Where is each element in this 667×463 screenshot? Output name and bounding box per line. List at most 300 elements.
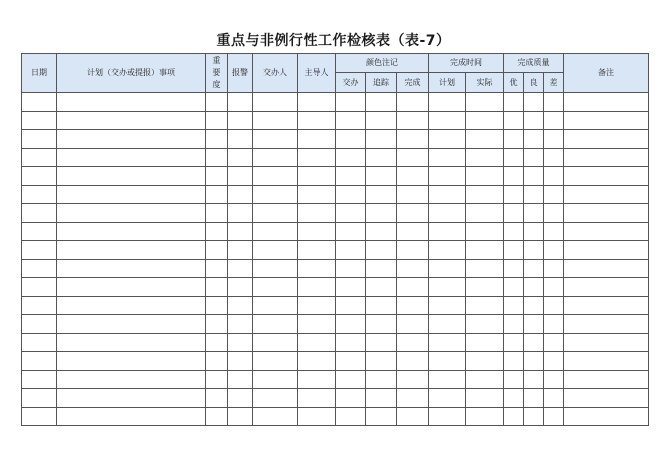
table-cell[interactable] <box>429 167 466 186</box>
table-cell[interactable] <box>544 370 564 389</box>
table-cell[interactable] <box>22 278 57 297</box>
table-cell[interactable] <box>524 241 544 260</box>
table-cell[interactable] <box>366 296 397 315</box>
table-cell[interactable] <box>429 370 466 389</box>
header-alert: 报警 <box>228 54 253 93</box>
table-cell[interactable] <box>429 204 466 223</box>
table-cell[interactable] <box>564 241 649 260</box>
table-cell[interactable] <box>524 407 544 426</box>
table-cell[interactable] <box>57 315 206 334</box>
table-cell[interactable] <box>228 241 253 260</box>
table-cell[interactable] <box>206 315 228 334</box>
table-cell[interactable] <box>466 389 504 408</box>
table-cell[interactable] <box>397 148 429 167</box>
table-cell[interactable] <box>524 370 544 389</box>
table-cell[interactable] <box>253 259 298 278</box>
table-cell[interactable] <box>298 352 336 371</box>
table-cell[interactable] <box>429 407 466 426</box>
table-cell[interactable] <box>504 278 524 297</box>
table-cell[interactable] <box>206 167 228 186</box>
table-cell[interactable] <box>253 278 298 297</box>
table-cell[interactable] <box>228 278 253 297</box>
table-row <box>22 259 649 278</box>
table-cell[interactable] <box>366 204 397 223</box>
table-cell[interactable] <box>397 259 429 278</box>
table-cell[interactable] <box>366 185 397 204</box>
table-cell[interactable] <box>253 315 298 334</box>
table-cell[interactable] <box>524 315 544 334</box>
table-row <box>22 167 649 186</box>
table-cell[interactable] <box>429 148 466 167</box>
table-cell[interactable] <box>336 148 366 167</box>
table-cell[interactable] <box>22 352 57 371</box>
table-cell[interactable] <box>544 130 564 149</box>
table-cell[interactable] <box>336 130 366 149</box>
header-quality-fair: 良 <box>524 73 544 93</box>
table-cell[interactable] <box>504 148 524 167</box>
table-cell[interactable] <box>253 296 298 315</box>
table-cell[interactable] <box>397 167 429 186</box>
table-cell[interactable] <box>429 333 466 352</box>
table-cell[interactable] <box>336 167 366 186</box>
table-cell[interactable] <box>466 93 504 112</box>
table-cell[interactable] <box>366 259 397 278</box>
table-cell[interactable] <box>298 148 336 167</box>
table-cell[interactable] <box>22 148 57 167</box>
table-cell[interactable] <box>57 185 206 204</box>
table-cell[interactable] <box>298 167 336 186</box>
table-row <box>22 315 649 334</box>
table-cell[interactable] <box>228 148 253 167</box>
table-cell[interactable] <box>206 407 228 426</box>
header-importance <box>206 54 228 93</box>
table-cell[interactable] <box>397 130 429 149</box>
table-cell[interactable] <box>564 204 649 223</box>
table-cell[interactable] <box>298 222 336 241</box>
table-cell[interactable] <box>22 222 57 241</box>
table-cell[interactable] <box>366 93 397 112</box>
table-row <box>22 130 649 149</box>
table-cell[interactable] <box>397 111 429 130</box>
table-cell[interactable] <box>298 389 336 408</box>
table-cell[interactable] <box>504 389 524 408</box>
header-finish-time: 完成时间 <box>429 54 504 73</box>
table-cell[interactable] <box>206 278 228 297</box>
table-cell[interactable] <box>298 130 336 149</box>
table-cell[interactable] <box>298 259 336 278</box>
table-cell[interactable] <box>564 222 649 241</box>
table-cell[interactable] <box>57 296 206 315</box>
table-cell[interactable] <box>544 204 564 223</box>
table-cell[interactable] <box>298 296 336 315</box>
table-cell[interactable] <box>544 93 564 112</box>
table-cell[interactable] <box>22 333 57 352</box>
table-cell[interactable] <box>228 352 253 371</box>
table-cell[interactable] <box>228 389 253 408</box>
table-cell[interactable] <box>544 389 564 408</box>
table-cell[interactable] <box>253 222 298 241</box>
table-row <box>22 185 649 204</box>
table-cell[interactable] <box>466 167 504 186</box>
table-cell[interactable] <box>466 148 504 167</box>
table-cell[interactable] <box>504 296 524 315</box>
table-cell[interactable] <box>429 278 466 297</box>
table-cell[interactable] <box>57 93 206 112</box>
table-cell[interactable] <box>228 407 253 426</box>
table-cell[interactable] <box>524 333 544 352</box>
table-cell[interactable] <box>57 148 206 167</box>
table-cell[interactable] <box>544 352 564 371</box>
table-cell[interactable] <box>206 130 228 149</box>
table-cell[interactable] <box>564 148 649 167</box>
table-cell[interactable] <box>22 315 57 334</box>
table-cell[interactable] <box>429 93 466 112</box>
table-cell[interactable] <box>336 278 366 297</box>
table-cell[interactable] <box>544 259 564 278</box>
table-cell[interactable] <box>504 352 524 371</box>
table-cell[interactable] <box>57 370 206 389</box>
table-row <box>22 389 649 408</box>
table-cell[interactable] <box>504 111 524 130</box>
table-cell[interactable] <box>466 111 504 130</box>
table-cell[interactable] <box>397 333 429 352</box>
table-cell[interactable] <box>298 333 336 352</box>
table-cell[interactable] <box>22 93 57 112</box>
table-cell[interactable] <box>564 278 649 297</box>
table-cell[interactable] <box>466 185 504 204</box>
table-cell[interactable] <box>22 167 57 186</box>
table-cell[interactable] <box>524 130 544 149</box>
table-cell[interactable] <box>564 130 649 149</box>
table-cell[interactable] <box>253 370 298 389</box>
table-cell[interactable] <box>524 167 544 186</box>
table-cell[interactable] <box>466 130 504 149</box>
table-cell[interactable] <box>524 389 544 408</box>
table-cell[interactable] <box>366 389 397 408</box>
table-row <box>22 370 649 389</box>
header-importance-char: 重 <box>212 56 221 65</box>
table-cell[interactable] <box>504 204 524 223</box>
table-cell[interactable] <box>564 315 649 334</box>
table-cell[interactable] <box>57 389 206 408</box>
table-cell[interactable] <box>366 148 397 167</box>
table-cell[interactable] <box>466 333 504 352</box>
table-cell[interactable] <box>206 296 228 315</box>
table-cell[interactable] <box>524 204 544 223</box>
table-cell[interactable] <box>336 315 366 334</box>
table-cell[interactable] <box>544 296 564 315</box>
table-cell[interactable] <box>228 259 253 278</box>
table-cell[interactable] <box>524 111 544 130</box>
table-cell[interactable] <box>57 259 206 278</box>
table-cell[interactable] <box>22 241 57 260</box>
table-cell[interactable] <box>206 93 228 112</box>
table-cell[interactable] <box>298 93 336 112</box>
table-cell[interactable] <box>253 389 298 408</box>
table-cell[interactable] <box>366 333 397 352</box>
table-cell[interactable] <box>466 296 504 315</box>
table-body <box>22 93 649 426</box>
table-cell[interactable] <box>336 296 366 315</box>
header-importance-char: 要 <box>212 68 221 77</box>
table-cell[interactable] <box>524 352 544 371</box>
table-cell[interactable] <box>336 93 366 112</box>
table-cell[interactable] <box>57 204 206 223</box>
table-cell[interactable] <box>366 370 397 389</box>
table-cell[interactable] <box>22 130 57 149</box>
table-cell[interactable] <box>397 370 429 389</box>
table-cell[interactable] <box>57 352 206 371</box>
table-row <box>22 222 649 241</box>
table-cell[interactable] <box>397 241 429 260</box>
table-cell[interactable] <box>397 389 429 408</box>
table-cell[interactable] <box>336 333 366 352</box>
table-cell[interactable] <box>397 296 429 315</box>
table-cell[interactable] <box>336 407 366 426</box>
table-cell[interactable] <box>206 241 228 260</box>
table-cell[interactable] <box>466 278 504 297</box>
table-cell[interactable] <box>544 185 564 204</box>
table-cell[interactable] <box>564 352 649 371</box>
table-cell[interactable] <box>253 407 298 426</box>
table-cell[interactable] <box>253 185 298 204</box>
table-cell[interactable] <box>336 259 366 278</box>
table-cell[interactable] <box>544 278 564 297</box>
header-color-done: 完成 <box>397 73 429 93</box>
table-cell[interactable] <box>228 185 253 204</box>
table-cell[interactable] <box>22 185 57 204</box>
table-cell[interactable] <box>22 370 57 389</box>
table-cell[interactable] <box>57 130 206 149</box>
table-cell[interactable] <box>22 407 57 426</box>
table-cell[interactable] <box>336 370 366 389</box>
table-cell[interactable] <box>397 222 429 241</box>
table-cell[interactable] <box>429 185 466 204</box>
header-importance-char: 度 <box>212 80 221 89</box>
table-cell[interactable] <box>466 259 504 278</box>
table-cell[interactable] <box>524 222 544 241</box>
table-cell[interactable] <box>366 222 397 241</box>
table-cell[interactable] <box>466 370 504 389</box>
page-title: 重点与非例行性工作检核表（表-7） <box>216 33 451 49</box>
table-cell[interactable] <box>298 241 336 260</box>
table-cell[interactable] <box>366 111 397 130</box>
table-cell[interactable] <box>228 222 253 241</box>
table-cell[interactable] <box>57 111 206 130</box>
table-cell[interactable] <box>253 148 298 167</box>
table-cell[interactable] <box>336 185 366 204</box>
table-cell[interactable] <box>336 389 366 408</box>
table-cell[interactable] <box>336 111 366 130</box>
table-cell[interactable] <box>22 389 57 408</box>
table-cell[interactable] <box>228 204 253 223</box>
table-cell[interactable] <box>206 185 228 204</box>
table-cell[interactable] <box>564 407 649 426</box>
table-cell[interactable] <box>228 296 253 315</box>
table-cell[interactable] <box>206 333 228 352</box>
table-cell[interactable] <box>544 222 564 241</box>
table-cell[interactable] <box>504 370 524 389</box>
table-cell[interactable] <box>429 259 466 278</box>
table-cell[interactable] <box>524 93 544 112</box>
table-cell[interactable] <box>504 185 524 204</box>
table-cell[interactable] <box>206 148 228 167</box>
header-assigner: 交办人 <box>253 54 298 93</box>
table-cell[interactable] <box>466 241 504 260</box>
table-cell[interactable] <box>253 333 298 352</box>
table-cell[interactable] <box>466 352 504 371</box>
table-cell[interactable] <box>22 259 57 278</box>
table-cell[interactable] <box>228 167 253 186</box>
table-cell[interactable] <box>504 259 524 278</box>
table-cell[interactable] <box>429 352 466 371</box>
table-cell[interactable] <box>298 278 336 297</box>
table-cell[interactable] <box>429 389 466 408</box>
table-cell[interactable] <box>564 167 649 186</box>
table-cell[interactable] <box>544 148 564 167</box>
table-cell[interactable] <box>298 204 336 223</box>
table-cell[interactable] <box>429 241 466 260</box>
table-cell[interactable] <box>366 241 397 260</box>
table-cell[interactable] <box>397 407 429 426</box>
table-cell[interactable] <box>429 222 466 241</box>
table-cell[interactable] <box>366 407 397 426</box>
table-cell[interactable] <box>206 352 228 371</box>
table-cell[interactable] <box>504 167 524 186</box>
table-cell[interactable] <box>524 148 544 167</box>
table-cell[interactable] <box>544 315 564 334</box>
table-cell[interactable] <box>397 315 429 334</box>
table-row <box>22 111 649 130</box>
table-cell[interactable] <box>228 333 253 352</box>
table-cell[interactable] <box>366 315 397 334</box>
header-color-assign: 交办 <box>336 73 366 93</box>
header-quality-poor: 差 <box>544 73 564 93</box>
table-cell[interactable] <box>57 222 206 241</box>
table-cell[interactable] <box>228 93 253 112</box>
table-cell[interactable] <box>336 352 366 371</box>
table-cell[interactable] <box>544 407 564 426</box>
table-cell[interactable] <box>504 333 524 352</box>
table-row <box>22 352 649 371</box>
table-cell[interactable] <box>253 241 298 260</box>
table-cell[interactable] <box>544 111 564 130</box>
table-cell[interactable] <box>466 204 504 223</box>
table-cell[interactable] <box>397 185 429 204</box>
table-cell[interactable] <box>336 241 366 260</box>
table-cell[interactable] <box>22 204 57 223</box>
table-cell[interactable] <box>228 315 253 334</box>
header-time-plan: 计划 <box>429 73 466 93</box>
table-cell[interactable] <box>253 352 298 371</box>
table-row <box>22 148 649 167</box>
table-cell[interactable] <box>298 370 336 389</box>
table-cell[interactable] <box>253 111 298 130</box>
table-cell[interactable] <box>504 241 524 260</box>
table-cell[interactable] <box>429 111 466 130</box>
table-cell[interactable] <box>544 167 564 186</box>
table-cell[interactable] <box>206 259 228 278</box>
table-cell[interactable] <box>429 315 466 334</box>
table-cell[interactable] <box>524 278 544 297</box>
table-cell[interactable] <box>298 315 336 334</box>
table-cell[interactable] <box>336 222 366 241</box>
table-cell[interactable] <box>298 111 336 130</box>
table-cell[interactable] <box>253 167 298 186</box>
table-cell[interactable] <box>504 315 524 334</box>
table-cell[interactable] <box>564 111 649 130</box>
table-cell[interactable] <box>504 93 524 112</box>
table-cell[interactable] <box>206 389 228 408</box>
table-cell[interactable] <box>22 111 57 130</box>
table-cell[interactable] <box>429 296 466 315</box>
table-cell[interactable] <box>524 185 544 204</box>
table-cell[interactable] <box>206 222 228 241</box>
table-cell[interactable] <box>57 278 206 297</box>
table-cell[interactable] <box>366 167 397 186</box>
table-cell[interactable] <box>397 352 429 371</box>
table-cell[interactable] <box>57 167 206 186</box>
table-row <box>22 241 649 260</box>
table-cell[interactable] <box>22 296 57 315</box>
table-cell[interactable] <box>253 204 298 223</box>
table-cell[interactable] <box>298 185 336 204</box>
header-remarks: 备注 <box>564 54 649 93</box>
table-cell[interactable] <box>397 93 429 112</box>
table-cell[interactable] <box>564 259 649 278</box>
table-cell[interactable] <box>466 315 504 334</box>
table-cell[interactable] <box>228 130 253 149</box>
table-cell[interactable] <box>524 259 544 278</box>
table-cell[interactable] <box>206 111 228 130</box>
table-cell[interactable] <box>366 352 397 371</box>
table-cell[interactable] <box>336 204 366 223</box>
table-cell[interactable] <box>366 130 397 149</box>
table-cell[interactable] <box>564 296 649 315</box>
table-cell[interactable] <box>564 333 649 352</box>
table-cell[interactable] <box>466 222 504 241</box>
table-cell[interactable] <box>397 204 429 223</box>
table-cell[interactable] <box>57 407 206 426</box>
table-cell[interactable] <box>564 185 649 204</box>
table-cell[interactable] <box>564 93 649 112</box>
table-cell[interactable] <box>504 222 524 241</box>
table-cell[interactable] <box>206 204 228 223</box>
table-cell[interactable] <box>206 370 228 389</box>
table-cell[interactable] <box>564 370 649 389</box>
table-cell[interactable] <box>504 407 524 426</box>
table-cell[interactable] <box>253 93 298 112</box>
table-cell[interactable] <box>57 241 206 260</box>
table-cell[interactable] <box>397 278 429 297</box>
table-cell[interactable] <box>504 130 524 149</box>
table-cell[interactable] <box>57 333 206 352</box>
table-cell[interactable] <box>544 241 564 260</box>
table-cell[interactable] <box>466 407 504 426</box>
table-cell[interactable] <box>524 296 544 315</box>
header-date: 日期 <box>22 54 57 93</box>
table-cell[interactable] <box>366 278 397 297</box>
table-cell[interactable] <box>544 333 564 352</box>
table-row <box>22 296 649 315</box>
table-cell[interactable] <box>253 130 298 149</box>
table-row <box>22 407 649 426</box>
table-cell[interactable] <box>564 389 649 408</box>
table-cell[interactable] <box>298 407 336 426</box>
table-cell[interactable] <box>228 111 253 130</box>
table-cell[interactable] <box>429 130 466 149</box>
table-cell[interactable] <box>228 370 253 389</box>
